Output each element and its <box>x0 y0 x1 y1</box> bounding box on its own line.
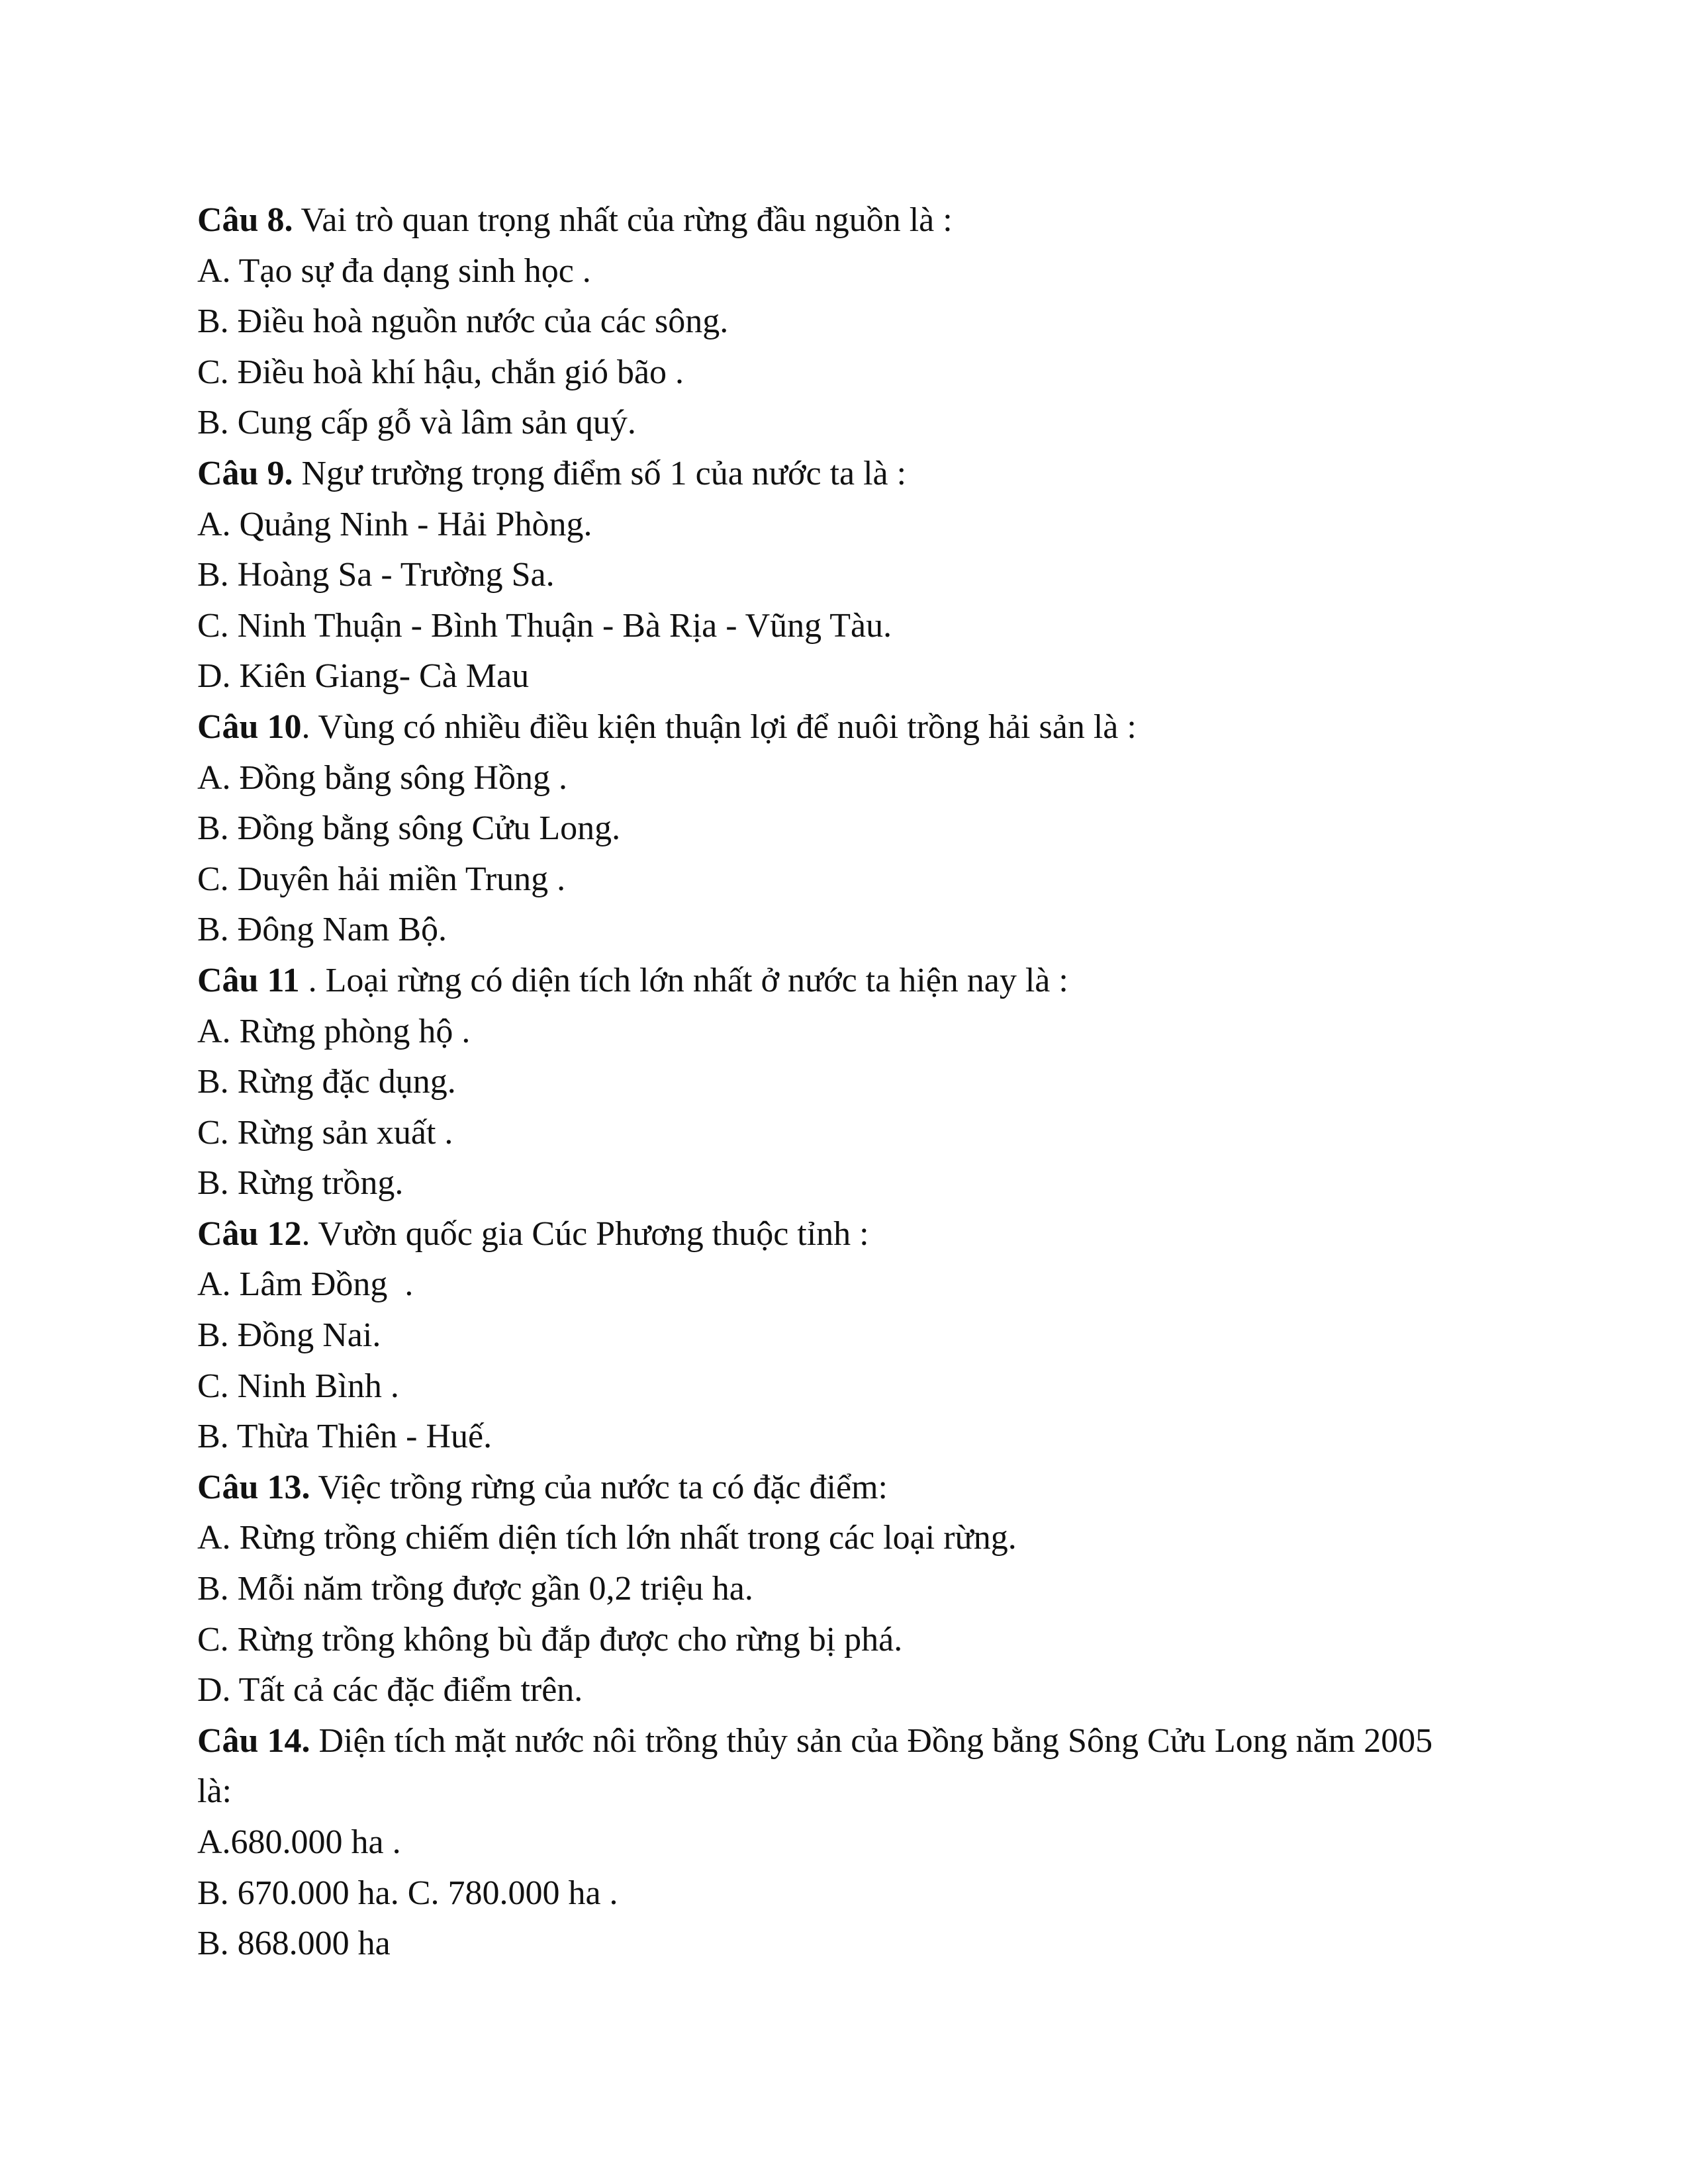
answer-option: D. Kiên Giang- Cà Mau <box>197 657 530 696</box>
answer-option: A.680.000 ha . <box>197 1823 401 1861</box>
question-9 <box>197 449 1521 500</box>
question-13 <box>197 1463 1521 1514</box>
question-label: Câu 8. <box>197 201 293 239</box>
answer-option: B. Thừa Thiên - Huế. <box>197 1418 492 1456</box>
answer-option: A. Tạo sự đa dạng sinh học . <box>197 251 591 290</box>
question-text: Vai trò quan trọng nhất của rừng đầu nguồn là : <box>293 201 953 239</box>
question-text: Ngư trường trọng điểm số 1 của nước ta là : <box>293 454 907 492</box>
answer-option: C. Ninh Thuận - Bình Thuận - Bà Rịa - Vũng Tàu. <box>197 606 892 645</box>
answer-option: D. Tất cả các đặc điểm trên. <box>197 1671 583 1709</box>
answer-option: B. Rừng trồng. <box>197 1164 404 1203</box>
question-label: Câu 12 <box>197 1214 302 1253</box>
question-label: Câu 14. <box>197 1721 310 1760</box>
answer-option: C. Duyên hải miền Trung . <box>197 860 566 898</box>
question-text: Việc trồng rừng của nước ta có đặc điểm: <box>310 1468 888 1506</box>
question-text: . Vùng có nhiều điều kiện thuận lợi để nuôi trồng hải sản là : <box>301 707 1137 746</box>
question-text: . Vườn quốc gia Cúc Phương thuộc tỉnh : <box>301 1214 869 1253</box>
question-label: Câu 13. <box>197 1468 310 1506</box>
answer-option: C. Ninh Bình . <box>197 1367 399 1405</box>
question-14 <box>197 1716 1455 1817</box>
answer-option: B. Cung cấp gỗ và lâm sản quý. <box>197 404 636 442</box>
answer-option: A. Lâm Đồng . <box>197 1265 414 1304</box>
answer-option: B. 868.000 ha <box>197 1925 391 1963</box>
question-11 <box>197 956 1521 1007</box>
question-label: Câu 11 <box>197 961 300 999</box>
answer-option: A. Rừng phòng hộ . <box>197 1012 471 1050</box>
question-label: Câu 9. <box>197 454 293 492</box>
answer-option: B. Đông Nam Bộ. <box>197 911 447 949</box>
answer-option: C. Rừng trồng không bù đắp được cho rừng bị phá. <box>197 1620 903 1659</box>
question-12 <box>197 1209 1521 1260</box>
answer-option: B. Đồng bằng sông Cửu Long. <box>197 809 621 848</box>
answer-option: B. Hoàng Sa - Trường Sa. <box>197 556 555 594</box>
question-10 <box>197 702 1521 753</box>
answer-option: A. Rừng trồng chiếm diện tích lớn nhất trong các loại rừng. <box>197 1519 1017 1557</box>
answer-option: C. Điều hoà khí hậu, chắn gió bão . <box>197 353 684 391</box>
answer-option: A. Đồng bằng sông Hồng . <box>197 758 567 797</box>
answer-option: B. Rừng đặc dụng. <box>197 1063 456 1101</box>
answer-option: C. Rừng sản xuất . <box>197 1113 453 1152</box>
answer-option: B. 670.000 ha. C. 780.000 ha . <box>197 1874 618 1912</box>
answer-option: B. Đồng Nai. <box>197 1316 381 1355</box>
question-label: Câu 10 <box>197 707 302 746</box>
question-text: Diện tích mặt nước nôi trồng thủy sản của Đồng bằng Sông Cửu Long năm 2005 là: <box>197 1721 1433 1811</box>
document-page <box>197 195 1521 1970</box>
answer-option: B. Mỗi năm trồng được gần 0,2 triệu ha. <box>197 1570 753 1608</box>
answer-option: A. Quảng Ninh - Hải Phòng. <box>197 505 592 543</box>
answer-option: B. Điều hoà nguồn nước của các sông. <box>197 302 729 341</box>
question-text: . Loại rừng có diện tích lớn nhất ở nước ta hiện nay là : <box>299 961 1068 999</box>
question-8 <box>197 195 1521 246</box>
